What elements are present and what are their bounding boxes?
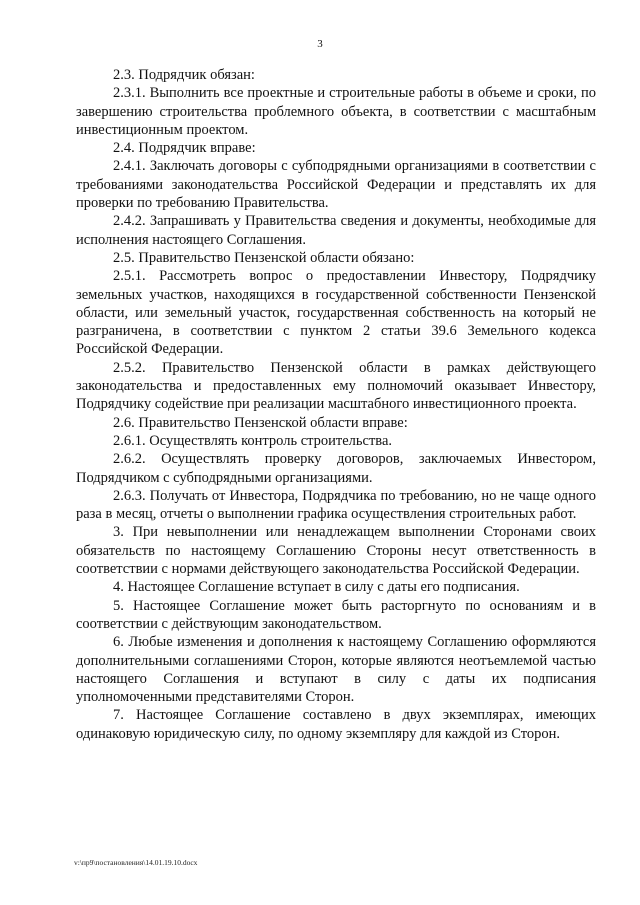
paragraph-2-3: 2.3. Подрядчик обязан: [113,67,255,83]
paragraph-2-6-2: 2.6.2. Осуществлять проверку договоров, заключаемых Инвестором, Подрядчиком с субподрядными организациями. [76,451,596,486]
paragraph-2-3-1: 2.3.1. Выполнить все проектные и строительные работы в объеме и сроки, по завершению строительства проблемного объекта, в соответствии с масштабным инвестиционным проектом. [76,85,596,138]
paragraph-2-5-1: 2.5.1. Рассмотреть вопрос о предоставлении Инвестору, Подрядчику земельных участков, находящихся в государственной собственности Пензенской области, или земельный участок, государственная собственность на который не разграничена, в соответствии с пунктом 2 статьи 39.6 Земельного кодекса Российской Федерации. [76,268,596,358]
paragraph-6: 6. Любые изменения и дополнения к настоящему Соглашению оформляются дополнительными соглашениями Сторон, которые являются неотъемлемой частью настоящего Соглашения и вступают в силу с даты их подписания уполномоченными представителями Сторон. [76,634,596,706]
paragraph-3: 3. При невыполнении или ненадлежащем выполнении Сторонами своих обязательств по настоящему Соглашению Стороны несут ответственность в соответствии с нормами действующего законодательства Российской Федерации. [76,524,596,578]
paragraph-2-6-1: 2.6.1. Осуществлять контроль строительства. [113,432,393,449]
paragraph-2-6-3: 2.6.3. Получать от Инвестора, Подрядчика по требованию, но не чаще одного раза в месяц, отчеты о выполнении графика осуществления строительных работ. [76,487,596,523]
page-number: 3 [317,38,323,50]
paragraph-2-5-2: 2.5.2. Правительство Пензенской области в рамках действующего законодательства и предоставленных ему полномочий оказывает Инвестору, Подрядчику содействие при реализации масштабного инвестиционного проекта. [76,359,596,413]
paragraph-4: 4. Настоящее Соглашение вступает в силу с даты его подписания. [113,579,520,596]
document-body [76,66,596,743]
paragraph-2-4-1: 2.4.1. Заключать договоры с субподрядными организациями в соответствии с требованиями законодательства Российской Федерации и представлять их для проверки по требованию Правительства. [76,158,596,212]
paragraph-7: 7. Настоящее Соглашение составлено в двух экземплярах, имеющих одинаковую юридическую силу, по одному экземпляру для каждой из Сторон. [76,707,596,742]
paragraph-2-4-2: 2.4.2. Запрашивать у Правительства сведения и документы, необходимые для исполнения настоящего Соглашения. [76,213,596,248]
paragraph-5: 5. Настоящее Соглашение может быть расторгнуто по основаниям и в соответствии с действующим законодательством. [76,597,596,632]
footer-file-path: v:\пр9\постановления\14.01.19.10.docx [74,858,198,867]
paragraph-2-6: 2.6. Правительство Пензенской области вправе: [113,414,408,431]
paragraph-2-5: 2.5. Правительство Пензенской области обязано: [113,249,415,266]
paragraph-2-4: 2.4. Подрядчик вправе: [113,140,256,157]
